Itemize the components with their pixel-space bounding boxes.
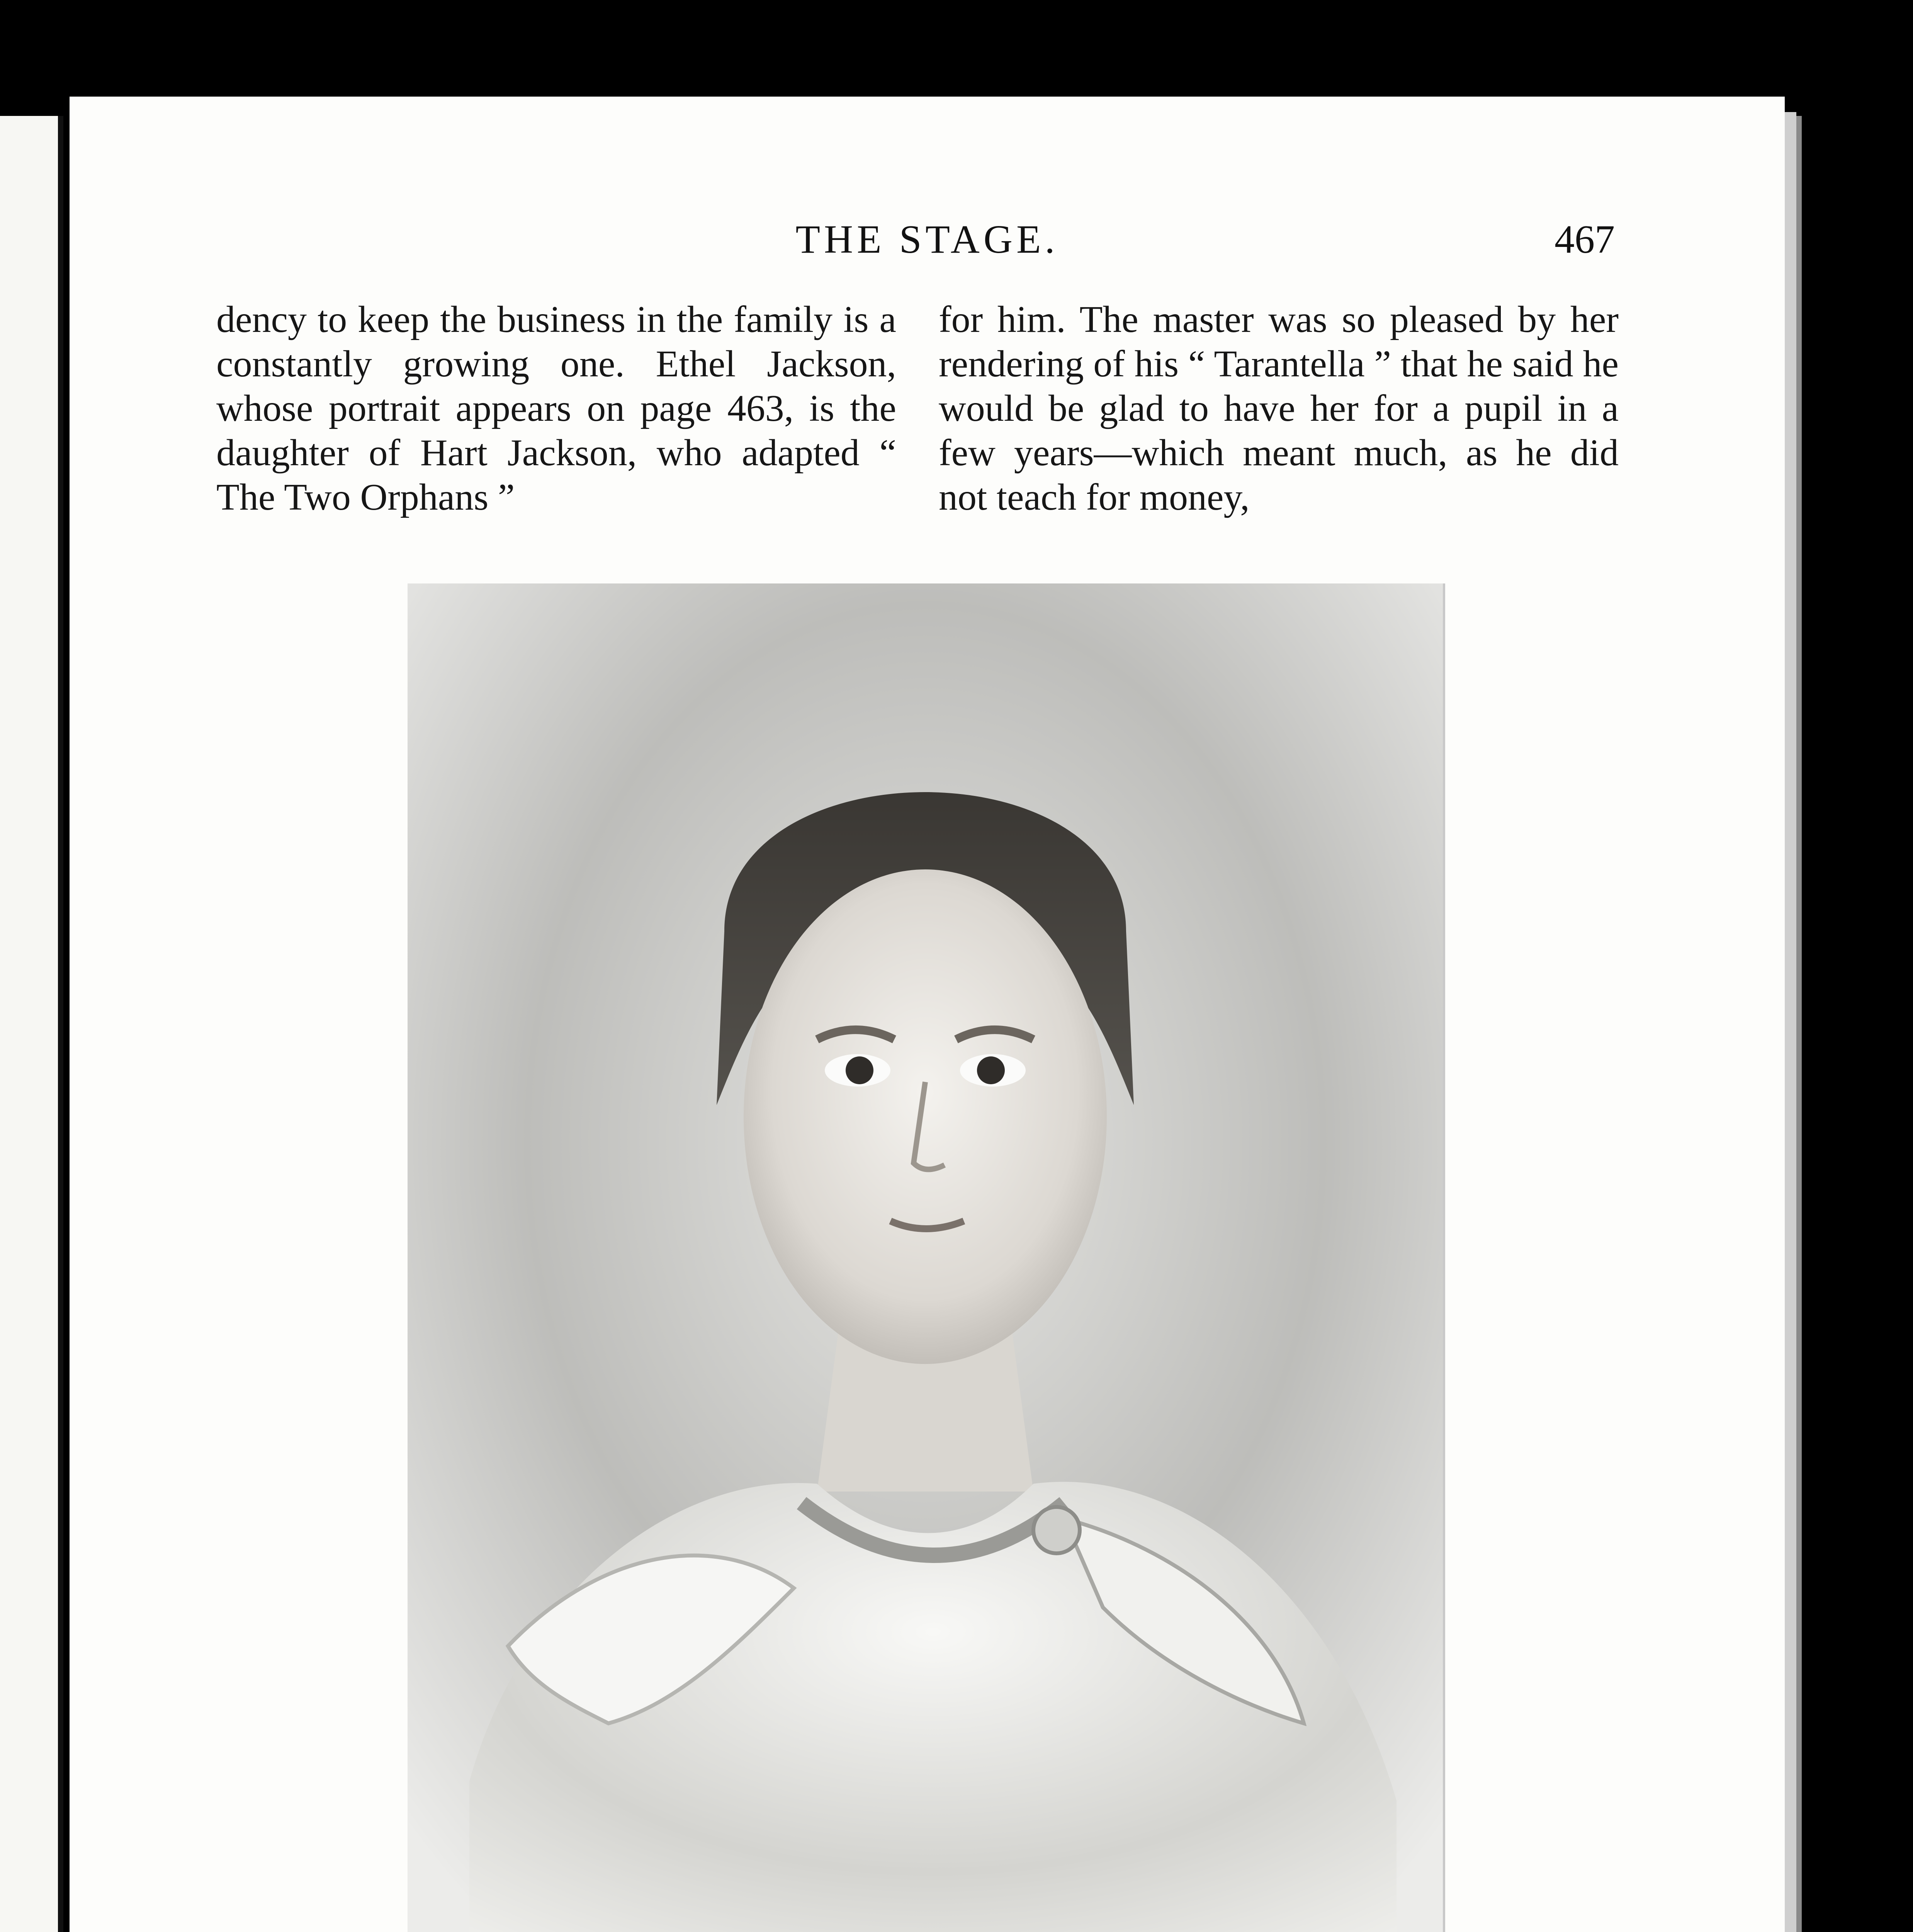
page-fore-edge-shadow	[1796, 116, 1802, 1932]
page-number: 467	[1555, 217, 1615, 262]
paragraph: dency to keep the business in the family is a constantly growing one. Ethel Jackson, whose portrait appears on page 463, is the daughter of Hart Jackson, who adapted “ The Two Orphans ”	[216, 299, 896, 518]
text-column-top-right	[939, 298, 1619, 520]
running-header	[70, 216, 1785, 270]
running-title: THE STAGE.	[795, 217, 1059, 262]
adjacent-page-edge	[0, 116, 63, 1932]
portrait-photograph	[408, 583, 1445, 1932]
text-column-top-left	[216, 298, 896, 520]
portrait-illustration	[408, 583, 1443, 1932]
paragraph: for him. The master was so pleased by her rendering of his “ Tarantella ” that he said he would be glad to have her for a pupil in a few years—which meant much, as he did not teach for money,	[939, 299, 1619, 518]
page-fore-edge	[1785, 112, 1796, 1932]
